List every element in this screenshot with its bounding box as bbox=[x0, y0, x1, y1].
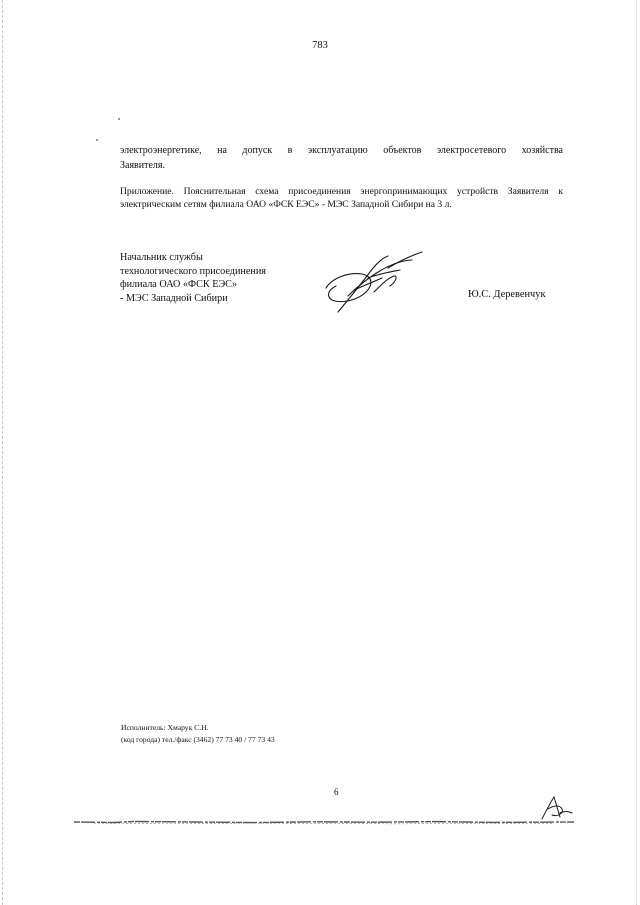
executor-phone: (код города) тел./факс (3462) 77 73 40 / 77 73 43 bbox=[121, 735, 275, 744]
signer-title-line: - МЭС Западной Сибири bbox=[120, 292, 228, 304]
appendix-line: электрическим сетям филиала ОАО «ФСК ЕЭС» - МЭС Западной Сибири на 3 л. bbox=[120, 199, 452, 210]
appendix-line: Приложение. Пояснительная схема присоединения энергопринимающих устройств Заявителя к bbox=[120, 186, 563, 197]
signer-title bbox=[120, 251, 266, 305]
page-number: 6 bbox=[334, 787, 339, 797]
signer-title-line: технологического присоединения bbox=[120, 265, 266, 277]
scan-edge-left bbox=[2, 0, 5, 905]
body-paragraph-line: Заявителя. bbox=[120, 160, 166, 171]
body-paragraph-line: электроэнергетике, на допуск в эксплуатацию объектов электросетевого хозяйства bbox=[120, 145, 563, 156]
sheet-number: 783 bbox=[312, 40, 328, 51]
executor-info bbox=[121, 722, 275, 746]
executor-name: Исполнитель: Хмарук С.Н. bbox=[121, 723, 209, 732]
signer-name: Ю.С. Деревенчук bbox=[468, 289, 546, 300]
handwritten-signature bbox=[318, 248, 430, 318]
scan-edge-right bbox=[634, 0, 637, 905]
signer-title-line: Начальник службы bbox=[120, 252, 203, 263]
scan-artifact-line bbox=[74, 819, 574, 825]
signer-title-line: филиала ОАО «ФСК ЕЭС» bbox=[120, 279, 238, 290]
scan-speck bbox=[96, 139, 98, 141]
scan-speck bbox=[118, 118, 120, 120]
body-paragraph bbox=[120, 143, 563, 173]
appendix-note bbox=[120, 185, 563, 211]
